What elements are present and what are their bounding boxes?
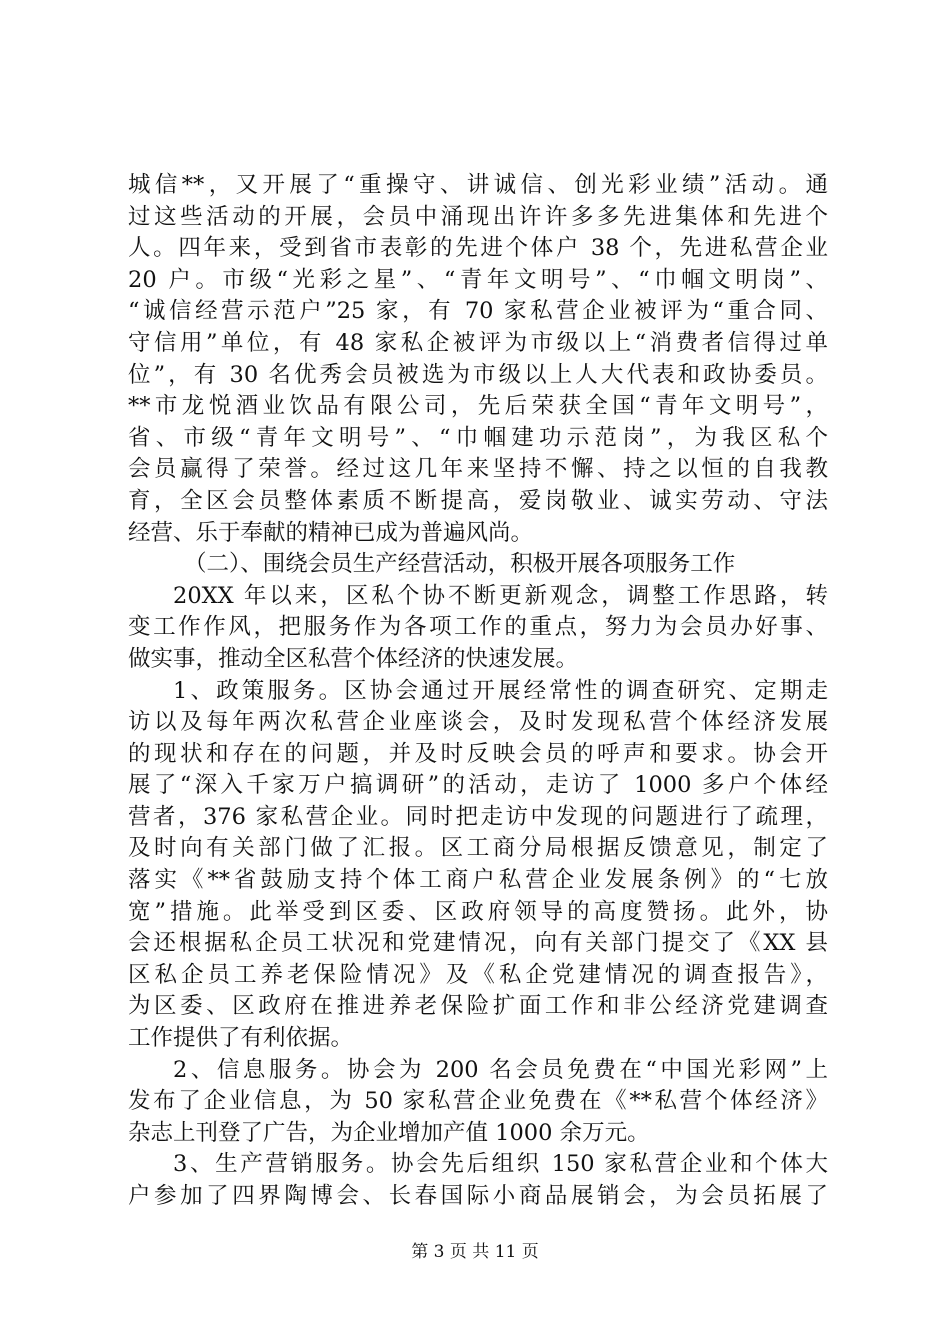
text-line: 城信**，又开展了“重操守、讲诚信、创光彩业绩”活动。通 [128, 172, 828, 198]
text-line: 20 户。市级“光彩之星”、“青年文明号”、“巾帼文明岗”、 [128, 266, 828, 293]
text-line: 落实《**省鼓励支持个体工商户私营企业发展条例》的“七放 [128, 867, 828, 894]
text-line: 经营、乐于奉献的精神已成为普遍风尚。 [128, 519, 534, 546]
section-heading: （二）、围绕会员生产经营活动，积极开展各项服务工作 [184, 551, 736, 578]
text-line: 发布了企业信息，为 50 家私营企业免费在《**私营个体经济》 [128, 1088, 828, 1115]
page-number-footer: 第 3 页 共 11 页 [411, 1242, 539, 1262]
text-line: 杂志上刊登了广告，为企业增加产值 1000 余万元。 [128, 1119, 650, 1146]
text-line: 区私企员工养老保险情况》及《私企党建情况的调查报告》， [128, 961, 828, 988]
text-line: 位”，有 30 名优秀会员被选为市级以上人大代表和政协委员。 [128, 361, 828, 388]
text-line: 为区委、区政府在推进养老保险扩面工作和非公经济党建调查 [128, 993, 828, 1020]
document-body [128, 170, 828, 1213]
text-line: 宽”措施。此举受到区委、区政府领导的高度赞扬。此外，协 [128, 898, 828, 925]
text-line: **市龙悦酒业饮品有限公司，先后荣获全国“青年文明号”， [128, 393, 828, 420]
text-line: 户参加了四界陶博会、长春国际小商品展销会，为会员拓展了 [128, 1183, 828, 1209]
text-line: 3、生产营销服务。协会先后组织 150 家私营企业和个体大 [173, 1151, 828, 1178]
text-line: 2、信息服务。协会为 200 名会员免费在“中国光彩网”上 [173, 1056, 828, 1083]
text-line: 及时向有关部门做了汇报。区工商分局根据反馈意见，制定了 [128, 835, 828, 862]
text-line: 的现状和存在的问题，并及时反映会员的呼声和要求。协会开 [128, 740, 828, 767]
text-line: 会员赢得了荣誉。经过这几年来坚持不懈、持之以恒的自我教 [128, 456, 828, 483]
text-line: 访以及每年两次私营企业座谈会，及时发现私营个体经济发展 [128, 709, 828, 736]
text-line: 工作提供了有利依据。 [128, 1025, 354, 1052]
text-line: 展了“深入千家万户搞调研”的活动，走访了 1000 多户个体经 [128, 772, 828, 799]
text-line: 人。四年来，受到省市表彰的先进个体户 38 个，先进私营企业 [128, 235, 828, 262]
text-line: 营者，376 家私营企业。同时把走访中发现的问题进行了疏理， [128, 803, 828, 830]
text-line: 20XX 年以来，区私个协不断更新观念，调整工作思路，转 [173, 582, 828, 609]
text-line: 会还根据私企员工状况和党建情况，向有关部门提交了《XX 县 [128, 930, 828, 957]
text-line: 守信用”单位，有 48 家私企被评为市级以上“消费者信得过单 [128, 329, 828, 356]
text-line: 做实事，推动全区私营个体经济的快速发展。 [128, 645, 579, 672]
text-line: “诚信经营示范户”25 家，有 70 家私营企业被评为“重合同、 [128, 298, 828, 325]
text-line: 过这些活动的开展，会员中涌现出许许多多先进集体和先进个 [128, 203, 828, 230]
text-line: 1、政策服务。区协会通过开展经常性的调查研究、定期走 [173, 677, 828, 704]
text-line: 育，全区会员整体素质不断提高，爱岗敬业、诚实劳动、守法 [128, 487, 828, 514]
text-line: 省、市级“青年文明号”、“巾帼建功示范岗”，为我区私个 [128, 424, 828, 451]
text-line: 变工作作风，把服务作为各项工作的重点，努力为会员办好事、 [128, 614, 828, 641]
